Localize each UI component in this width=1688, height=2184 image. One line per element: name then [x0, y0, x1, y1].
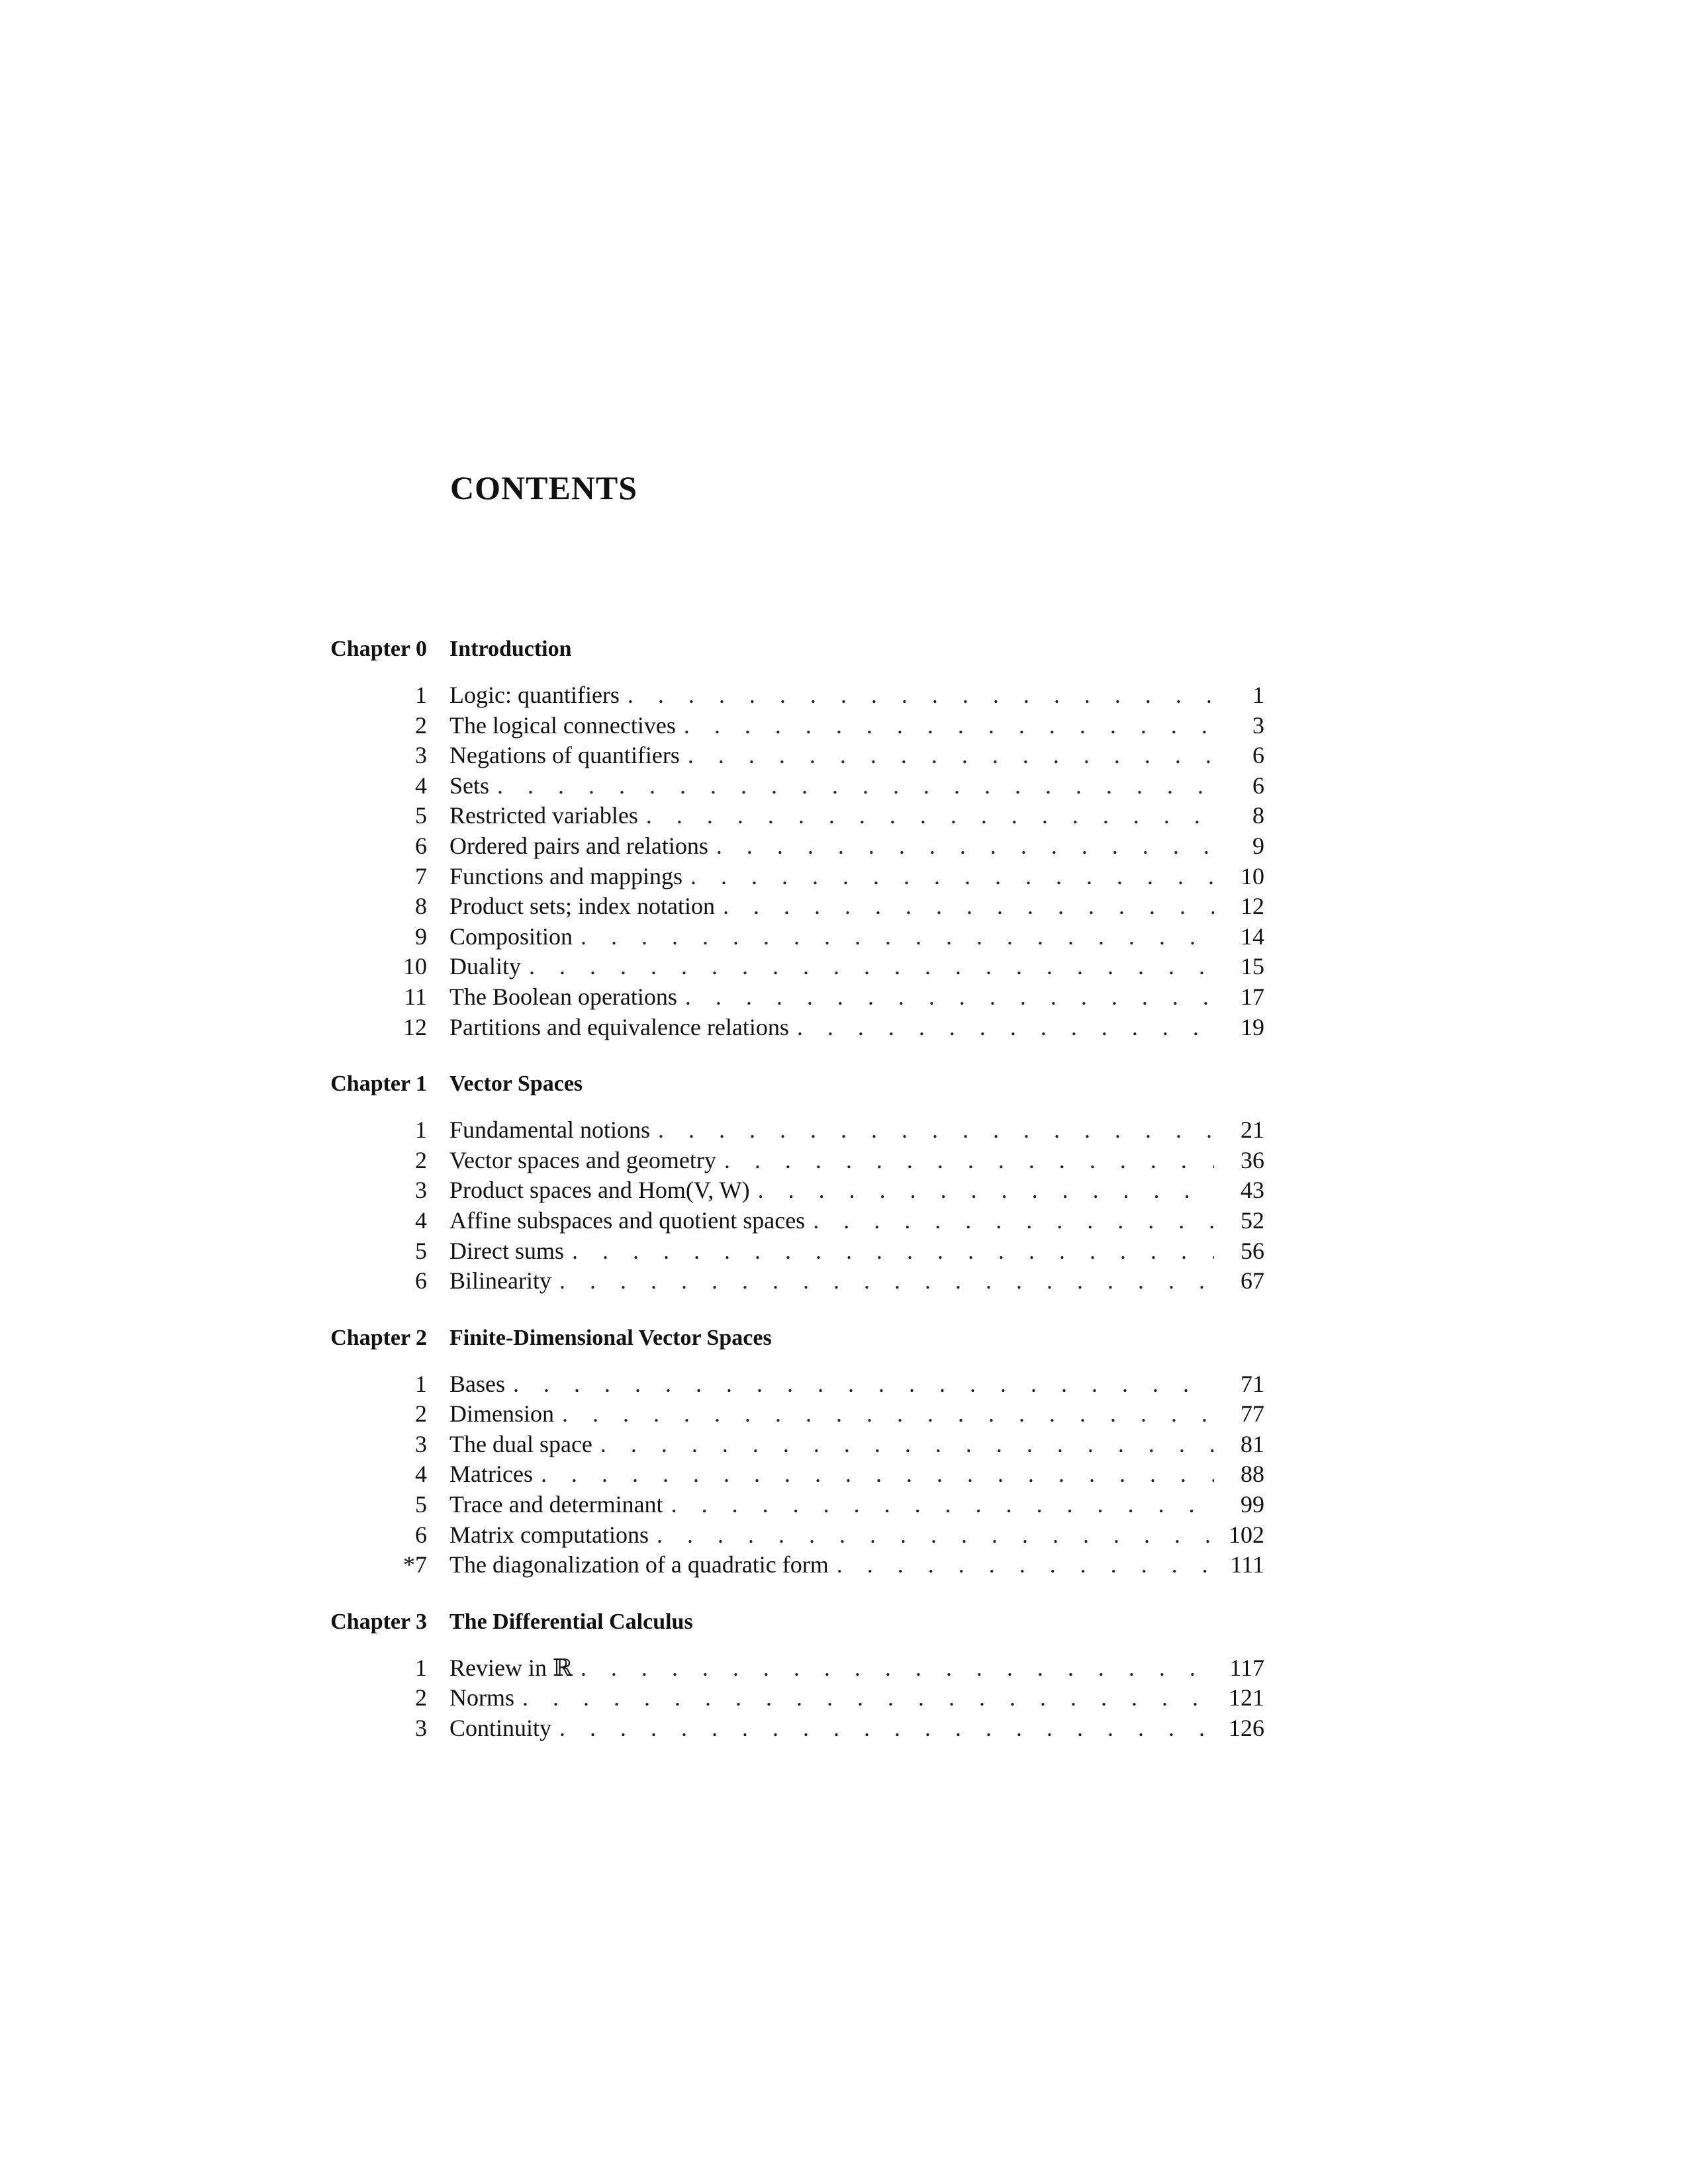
chapter-heading	[311, 1071, 1264, 1109]
section-number: 12	[403, 1013, 427, 1040]
dot-leader	[541, 1459, 1214, 1490]
section-title: Direct sums	[449, 1237, 564, 1264]
section-title: The logical connectives	[449, 711, 676, 739]
toc-entry	[311, 1146, 1264, 1176]
toc-entry	[311, 1520, 1264, 1551]
section-title: The dual space	[449, 1430, 592, 1457]
section-number: 2	[415, 711, 427, 739]
dot-leader	[837, 1550, 1214, 1580]
section-number: 5	[415, 802, 427, 829]
dot-leader	[724, 1146, 1214, 1176]
dot-leader	[559, 1713, 1214, 1744]
section-title: Bilinearity	[449, 1267, 551, 1295]
dot-leader	[688, 741, 1214, 771]
page-number: 1	[1252, 682, 1264, 708]
toc-entry	[311, 1490, 1264, 1520]
section-title: Logic: quantifiers	[449, 682, 620, 708]
page-number: 102	[1229, 1521, 1264, 1548]
page-number: 88	[1241, 1461, 1264, 1488]
toc-entry	[311, 741, 1264, 771]
section-title: Sets	[449, 772, 490, 799]
section-number: 4	[415, 1461, 427, 1488]
chapter-section	[311, 1071, 1264, 1297]
page-number: 10	[1241, 862, 1264, 889]
section-title: Negations of quantifiers	[449, 742, 680, 769]
page-number: 21	[1241, 1116, 1264, 1144]
chapter-heading	[311, 1326, 1264, 1363]
page-number: 121	[1229, 1684, 1264, 1711]
section-number: 5	[415, 1237, 427, 1264]
section-number: 1	[415, 682, 427, 708]
page-number: 126	[1229, 1715, 1264, 1742]
section-number: 1	[415, 1116, 427, 1144]
dot-leader	[684, 711, 1214, 741]
section-title: Matrices	[449, 1461, 533, 1488]
chapter-heading	[311, 637, 1264, 674]
section-title: Duality	[449, 953, 521, 980]
section-title: Composition	[449, 923, 573, 950]
section-number: 1	[415, 1370, 427, 1397]
page-number: 67	[1241, 1267, 1264, 1295]
chapter-label: Chapter 3	[330, 1609, 427, 1634]
dot-leader	[513, 1369, 1214, 1400]
section-number: 3	[415, 1177, 427, 1204]
dot-leader	[671, 1490, 1214, 1520]
section-title: Matrix computations	[449, 1521, 649, 1548]
dot-leader	[581, 922, 1214, 952]
page-number: 14	[1241, 923, 1264, 950]
section-number: 1	[415, 1654, 427, 1681]
dot-leader	[685, 982, 1214, 1013]
section-title: Trace and determinant	[449, 1491, 663, 1518]
section-number: 6	[415, 1521, 427, 1548]
section-number: 2	[415, 1400, 427, 1428]
page-number: 43	[1241, 1177, 1264, 1204]
page-number: 9	[1252, 832, 1264, 859]
page-number: 17	[1241, 983, 1264, 1010]
dot-leader	[658, 1115, 1214, 1146]
dot-leader	[600, 1430, 1214, 1460]
section-number: 3	[415, 742, 427, 769]
section-number: 6	[415, 832, 427, 859]
toc-entry	[311, 771, 1264, 801]
toc-entry	[311, 801, 1264, 831]
section-number: 4	[415, 772, 427, 799]
toc-entry	[311, 1550, 1264, 1580]
section-title: Fundamental notions	[449, 1116, 650, 1144]
section-title: Restricted variables	[449, 802, 638, 829]
chapter-label: Chapter 0	[330, 637, 427, 661]
chapter-title: The Differential Calculus	[449, 1609, 693, 1634]
toc-entry	[311, 1683, 1264, 1713]
section-title: Product spaces and Hom(V, W)	[449, 1177, 750, 1204]
section-title: Vector spaces and geometry	[449, 1146, 716, 1173]
section-title: Functions and mappings	[449, 862, 682, 889]
page-number: 77	[1241, 1400, 1264, 1428]
dot-leader	[628, 680, 1214, 711]
toc-entry	[311, 1653, 1264, 1684]
section-number: 3	[415, 1715, 427, 1742]
section-title: Affine subspaces and quotient spaces	[449, 1206, 806, 1234]
toc-entry	[311, 680, 1264, 711]
dot-leader	[529, 952, 1214, 982]
dot-leader	[716, 831, 1214, 862]
toc-entry	[311, 711, 1264, 741]
toc-entry	[311, 1459, 1264, 1490]
section-title: Continuity	[449, 1715, 552, 1742]
toc-entry	[311, 1175, 1264, 1206]
page-number: 71	[1241, 1370, 1264, 1397]
dot-leader	[522, 1683, 1214, 1713]
page-title: CONTENTS	[450, 469, 638, 506]
section-number: 6	[415, 1267, 427, 1295]
dot-leader	[572, 1236, 1214, 1267]
toc-entry	[311, 982, 1264, 1013]
page-number: 12	[1241, 893, 1264, 920]
toc-entry	[311, 922, 1264, 952]
dot-leader	[797, 1013, 1214, 1043]
section-title: Dimension	[449, 1400, 554, 1428]
section-number: 4	[415, 1206, 427, 1234]
section-number: 2	[415, 1146, 427, 1173]
section-title: Ordered pairs and relations	[449, 832, 708, 859]
dot-leader	[813, 1206, 1214, 1236]
toc-entry	[311, 1430, 1264, 1460]
section-number: 5	[415, 1491, 427, 1518]
dot-leader	[562, 1399, 1214, 1430]
section-number: 3	[415, 1430, 427, 1457]
dot-leader	[581, 1653, 1214, 1684]
toc-entry	[311, 1115, 1264, 1146]
section-title: Product sets; index notation	[449, 893, 715, 920]
section-number: *7	[403, 1551, 427, 1578]
page-number: 6	[1252, 742, 1264, 769]
page-number: 52	[1241, 1206, 1264, 1234]
dot-leader	[723, 891, 1214, 922]
page-number: 36	[1241, 1146, 1264, 1173]
toc-entry	[311, 1399, 1264, 1430]
dot-leader	[497, 771, 1214, 801]
page-number: 81	[1241, 1430, 1264, 1457]
section-title: The diagonalization of a quadratic form	[449, 1551, 829, 1578]
chapter-section	[311, 1326, 1264, 1580]
toc-entry	[311, 1713, 1264, 1744]
chapter-section	[311, 637, 1264, 1042]
page-number: 111	[1230, 1551, 1264, 1578]
toc-entry	[311, 1266, 1264, 1297]
page-number: 15	[1241, 953, 1264, 980]
toc-entry	[311, 862, 1264, 892]
dot-leader	[758, 1175, 1214, 1206]
dot-leader	[559, 1266, 1214, 1297]
page-number: 3	[1252, 711, 1264, 739]
section-title: Partitions and equivalence relations	[449, 1013, 789, 1040]
page-number: 99	[1241, 1491, 1264, 1518]
page-number: 8	[1252, 802, 1264, 829]
toc-entry	[311, 952, 1264, 982]
section-title: Bases	[449, 1370, 505, 1397]
toc-entry	[311, 1236, 1264, 1267]
chapter-title: Introduction	[449, 637, 572, 661]
dot-leader	[646, 801, 1214, 831]
toc-entry	[311, 831, 1264, 862]
section-number: 10	[403, 953, 427, 980]
page-number: 19	[1241, 1013, 1264, 1040]
chapter-title: Vector Spaces	[449, 1071, 583, 1097]
page-number: 56	[1241, 1237, 1264, 1264]
section-number: 7	[415, 862, 427, 889]
toc-entry	[311, 1013, 1264, 1043]
page-number: 117	[1229, 1654, 1264, 1681]
section-title: Norms	[449, 1684, 514, 1711]
chapter-heading	[311, 1610, 1264, 1647]
page-number: 6	[1252, 772, 1264, 799]
section-number: 11	[404, 983, 427, 1010]
section-number: 2	[415, 1684, 427, 1711]
chapter-label: Chapter 2	[330, 1325, 427, 1350]
toc-entry	[311, 1206, 1264, 1236]
chapter-section	[311, 1610, 1264, 1744]
toc-entry	[311, 1369, 1264, 1400]
dot-leader	[657, 1520, 1214, 1551]
chapter-title: Finite-Dimensional Vector Spaces	[449, 1325, 772, 1350]
chapter-label: Chapter 1	[330, 1071, 427, 1097]
section-title: Review in ℝ	[449, 1654, 573, 1681]
section-number: 8	[415, 893, 427, 920]
toc-entry	[311, 891, 1264, 922]
section-number: 9	[415, 923, 427, 950]
table-of-contents	[311, 637, 1264, 1773]
dot-leader	[690, 862, 1214, 892]
section-title: The Boolean operations	[449, 983, 677, 1010]
